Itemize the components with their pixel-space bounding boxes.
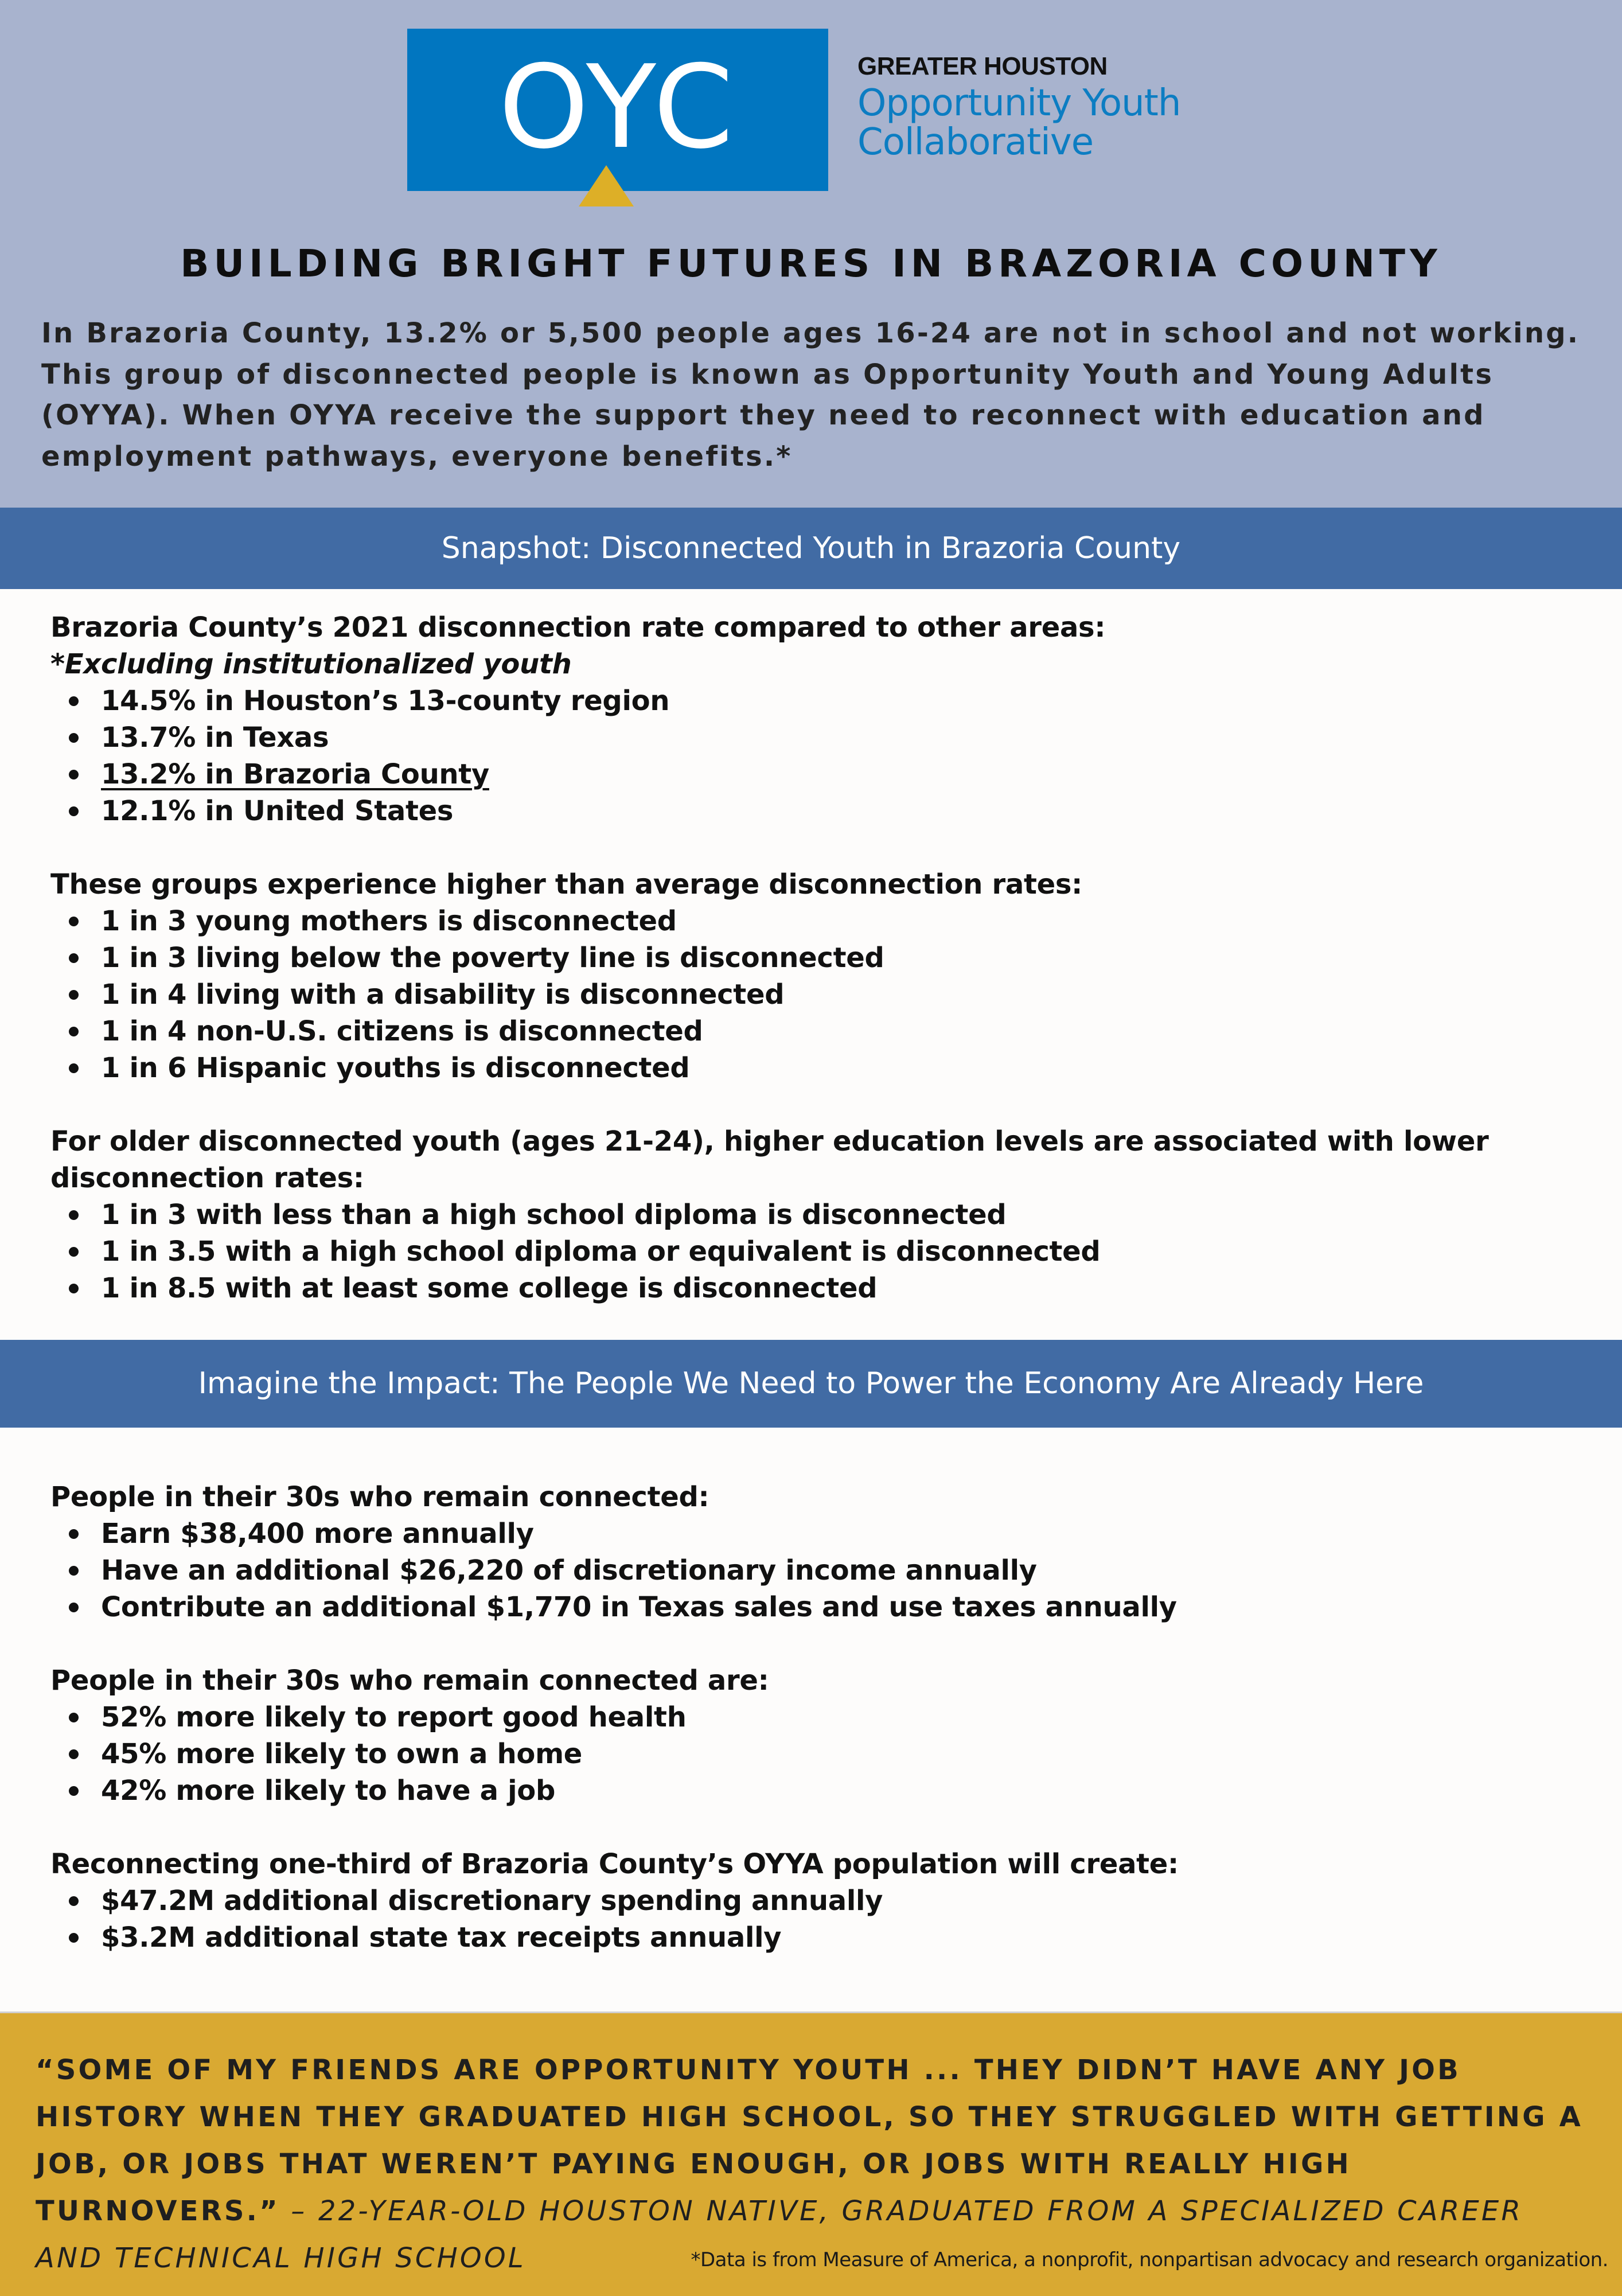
reconnecting-list (50, 1882, 1588, 1956)
list-item: 12.1% in United States (50, 793, 1588, 829)
earnings-lead: People in their 30s who remain connected: (50, 1481, 709, 1513)
intro-paragraph: In Brazoria County, 13.2% or 5,500 people ages 16-24 are not in school and not working. This group of disconnected people is known as Opportunity Youth and Young Adults (OYYA). When OYYA receive the support they need to reconnect with education and employment pathways, everyone benefits.* (41, 317, 1580, 473)
header-band (0, 0, 1622, 508)
list-item: 45% more likely to own a home (50, 1736, 1588, 1772)
list-item: $47.2M additional discretionary spending annually (50, 1882, 1588, 1919)
highlighted-rate: 13.2% in Brazoria County (101, 758, 489, 790)
quote-text: “SOME OF MY FRIENDS ARE OPPORTUNITY YOUTH ... THEY DIDN’T HAVE ANY JOB HISTORY WHEN THEY GRADUATED HIGH SCHOOL, SO THEY STRUGGLED WITH GETTING A JOB, OR JOBS THAT WEREN’T PAYING ENOUGH, OR JOBS WITH REALLY HIGH TURNOVERS.” (36, 2054, 1584, 2227)
list-item: 1 in 3 young mothers is disconnected (50, 903, 1588, 940)
rate-comparison-list (50, 683, 1588, 829)
impact-heading: Imagine the Impact: The People We Need to Power the Economy Are Already Here (0, 1340, 1622, 1428)
education-levels-lead: For older disconnected youth (ages 21-24), higher education levels are associated with lower disconnection rates: (50, 1125, 1489, 1194)
spacer (50, 829, 1588, 866)
list-item: 14.5% in Houston’s 13-county region (50, 683, 1588, 719)
data-source-footnote: *Data is from Measure of America, a nonprofit, nonpartisan advocacy and research organization. (691, 2248, 1608, 2271)
reconnecting-lead: Reconnecting one-third of Brazoria County’s OYYA population will create: (50, 1848, 1179, 1880)
logo-kicker: GREATER HOUSTON (857, 52, 1108, 80)
higher-rate-groups-list (50, 903, 1588, 1086)
list-item: 42% more likely to have a job (50, 1772, 1588, 1809)
list-item: 1 in 3.5 with a high school diploma or equivalent is disconnected (50, 1233, 1588, 1270)
higher-rate-groups-lead: These groups experience higher than average disconnection rates: (50, 868, 1083, 901)
list-item: Contribute an additional $1,770 in Texas sales and use taxes annually (50, 1589, 1588, 1625)
outcomes-lead: People in their 30s who remain connected are: (50, 1664, 769, 1697)
list-item: Earn $38,400 more annually (50, 1515, 1588, 1552)
rate-comparison-note: *Excluding institutionalized youth (50, 648, 572, 680)
list-item: 1 in 6 Hispanic youths is disconnected (50, 1050, 1588, 1086)
outcomes-list (50, 1699, 1588, 1809)
spacer (50, 1625, 1588, 1662)
list-item: 1 in 3 living below the poverty line is disconnected (50, 940, 1588, 976)
impact-content (50, 1479, 1588, 1956)
list-item: 13.7% in Texas (50, 719, 1588, 756)
triangle-icon (579, 165, 634, 206)
logo-mark: OYC (498, 41, 737, 174)
list-item: 1 in 3 with less than a high school diploma is disconnected (50, 1196, 1588, 1233)
logo-name-line2: Collaborative (857, 121, 1094, 163)
list-item: 1 in 4 non-U.S. citizens is disconnected (50, 1013, 1588, 1050)
logo-name-line1: Opportunity Youth (857, 82, 1181, 124)
quote-band (0, 2012, 1622, 2296)
snapshot-heading: Snapshot: Disconnected Youth in Brazoria County (0, 508, 1622, 589)
earnings-list (50, 1515, 1588, 1625)
page-title: BUILDING BRIGHT FUTURES IN BRAZORIA COUNTY (180, 241, 1442, 286)
list-item: 1 in 8.5 with at least some college is disconnected (50, 1270, 1588, 1307)
list-item: $3.2M additional state tax receipts annually (50, 1919, 1588, 1956)
education-levels-list (50, 1196, 1588, 1307)
list-item: 1 in 4 living with a disability is disconnected (50, 976, 1588, 1013)
list-item: Have an additional $26,220 of discretionary income annually (50, 1552, 1588, 1589)
snapshot-content (50, 609, 1588, 1307)
list-item: 52% more likely to report good health (50, 1699, 1588, 1736)
testimonial-quote (36, 2046, 1596, 2282)
logo-wordmark (857, 53, 1180, 162)
quote-attribution: – 22-YEAR-OLD HOUSTON NATIVE, GRADUATED FROM A SPECIALIZED CAREER AND TECHNICAL HIGH SCHOOL (36, 2195, 1523, 2274)
list-item-highlighted (50, 756, 1588, 793)
rate-comparison-lead: Brazoria County’s 2021 disconnection rate compared to other areas: (50, 611, 1106, 644)
spacer (50, 1086, 1588, 1123)
spacer (50, 1809, 1588, 1846)
